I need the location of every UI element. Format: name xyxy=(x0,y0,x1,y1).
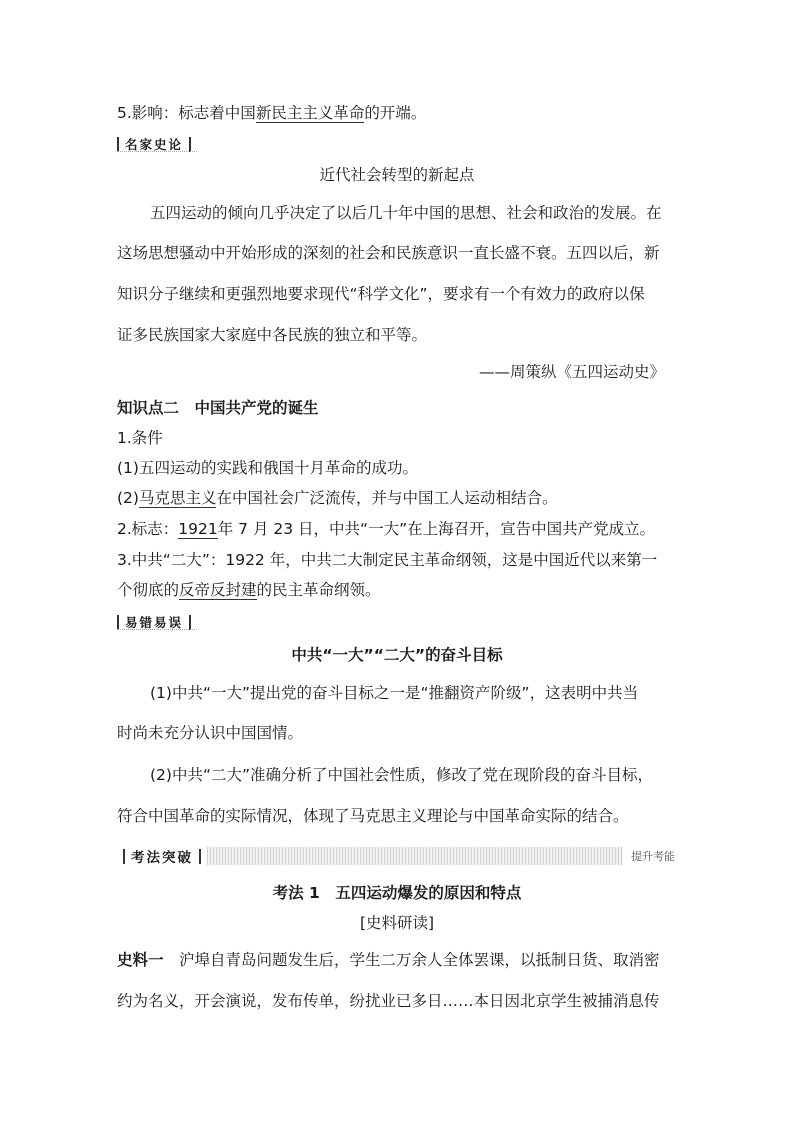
second-congress-line: 个彻底的反帝反封建的民主革命纲领。 xyxy=(117,581,381,599)
mistakes-paragraph: 符合中国革命的实际情况，体现了马克思主义理论与中国革命实际的结合。 xyxy=(117,807,629,825)
essay-source: ——周策纵《五四运动史》 xyxy=(479,363,666,381)
essay-title: 近代社会转型的新起点 xyxy=(319,166,475,184)
tag-divider xyxy=(117,151,197,152)
mistakes-paragraph: (2)中共“二大”准确分析了中国社会性质，修改了党在现阶段的奋斗目标， xyxy=(150,766,654,784)
banner-subtitle: 提升考能 xyxy=(623,847,679,865)
condition-item: (2)马克思主义在中国社会广泛流传，并与中国工人运动相结合。 xyxy=(117,489,558,507)
influence-underlined-term: 新民主主义 xyxy=(255,104,334,122)
influence-line: 5.影响：标志着中国新民主主义革命的开端。 xyxy=(117,104,427,122)
famous-historians-tag: 名家史论 xyxy=(117,136,191,152)
knowledge-point-heading: 知识点二 中国共产党的诞生 xyxy=(117,399,319,417)
section-banner xyxy=(117,847,679,865)
mistakes-title: 中共“一大”“二大”的奋斗目标 xyxy=(291,646,503,664)
second-congress-line: 3.中共“二大”：1922 年，中共二大制定民主革命纲领，这是中国近代以来第一 xyxy=(117,551,658,569)
condition-item: (1)五四运动的实践和俄国十月革命的成功。 xyxy=(117,459,418,477)
mistakes-paragraph: (1)中共“一大”提出党的奋斗目标之一是“推翻资产阶级”，这表明中共当 xyxy=(150,684,639,702)
source-line: 史料一 沪埠自青岛问题发生后，学生二万余人全体罢课，以抵制日货、取消密 xyxy=(117,951,660,969)
source-line: 约为名义，开会演说，发布传单，纷扰业已多日……本日因北京学生被捕消息传 xyxy=(117,992,660,1010)
method-subtitle: [史料研读] xyxy=(359,914,435,932)
common-mistakes-tag: 易错易误 xyxy=(117,614,191,630)
essay-line: 五四运动的倾向几乎决定了以后几十年中国的思想、社会和政治的发展。在 xyxy=(150,204,662,222)
banner-title: 考法突破 xyxy=(131,850,193,866)
essay-line: 证多民族国家大家庭中各民族的独立和平等。 xyxy=(117,326,428,344)
founding-mark-line: 2.标志：1921年 7 月 23 日，中共“一大”在上海召开，宣告中国共产党成立。 xyxy=(117,520,656,538)
condition-label: 1.条件 xyxy=(117,429,163,447)
source-label: 史料一 xyxy=(117,951,164,969)
mistakes-paragraph: 时尚未充分认识中国国情。 xyxy=(117,724,304,742)
influence-label: 5.影响： xyxy=(117,104,179,122)
method-title: 考法 1 五四运动爆发的原因和特点 xyxy=(272,884,522,902)
tag-divider xyxy=(117,629,197,630)
essay-line: 知识分子继续和更强烈地要求现代“科学文化”，要求有一个有效力的政府以保 xyxy=(117,285,645,303)
essay-line: 这场思想骚动中开始形成的深刻的社会和民族意识一直长盛不衰。五四以后，新 xyxy=(117,244,660,262)
